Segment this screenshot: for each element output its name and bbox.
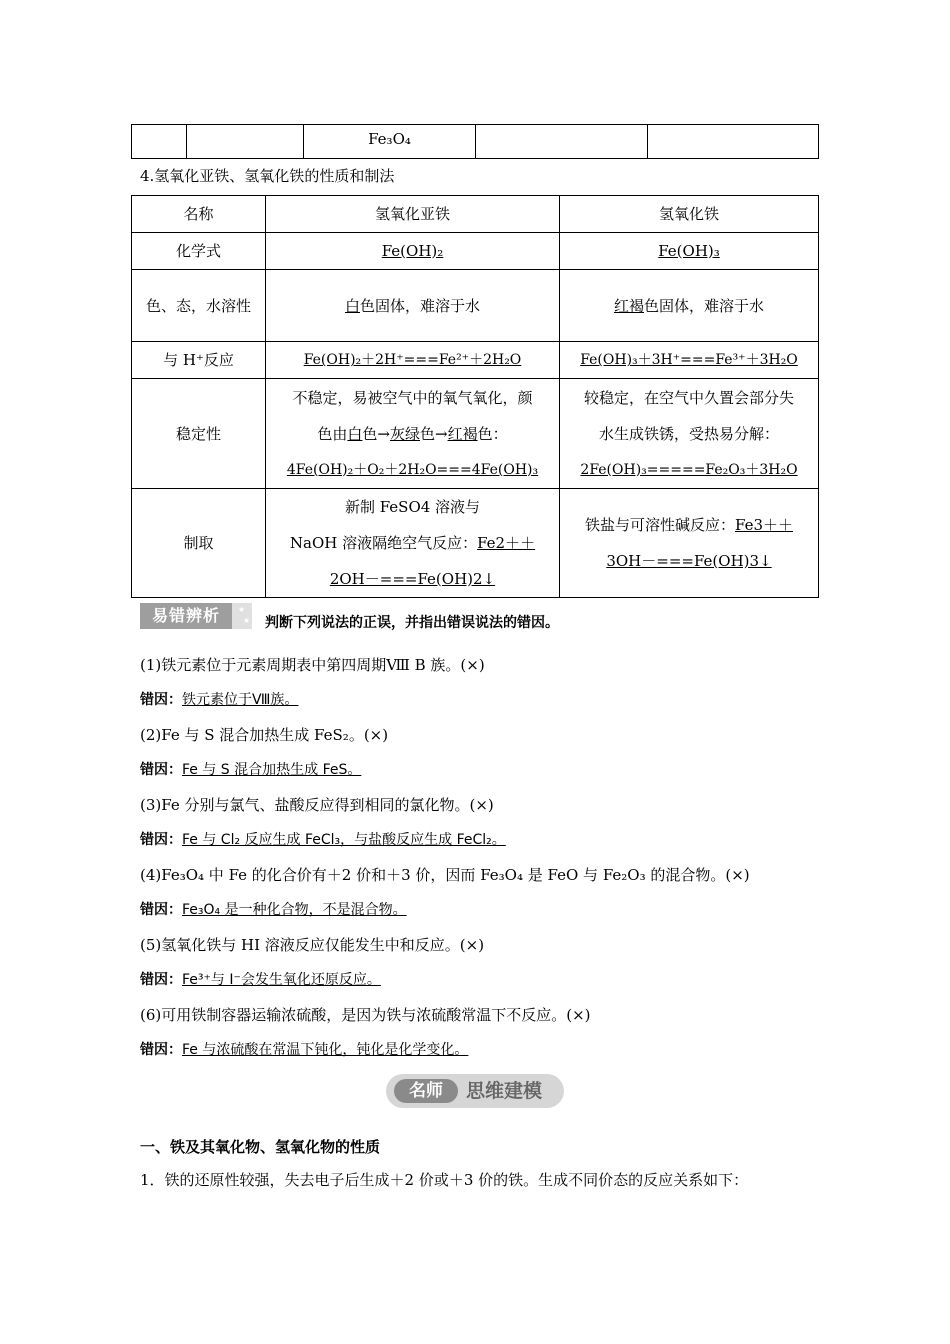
yicuo-badge: 易错辨析 <box>140 603 232 629</box>
row-acid-a: Fe(OH)₂＋2H⁺===Fe²⁺＋2H₂O <box>266 342 560 379</box>
question-4: (4)Fe₃O₄ 中 Fe 的化合价有＋2 价和＋3 价，因而 Fe₃O₄ 是 FeO 与 Fe₂O₃ 的混合物。(×) <box>140 866 750 884</box>
mingshi-badge-b: 思维建模 <box>466 1080 543 1102</box>
top-cell-1 <box>132 125 187 159</box>
row-prep-b: 铁盐与可溶性碱反应：Fe3＋＋ 3OH－===Fe(OH)3↓ <box>560 489 819 598</box>
question-1: (1)铁元素位于元素周期表中第四周期Ⅷ B 族。(×) <box>140 656 485 674</box>
paragraph-1: 1．铁的还原性较强，失去电子后生成＋2 价或＋3 价的铁。生成不同价态的反应关系如下： <box>140 1171 749 1189</box>
mingshi-badge-a: 名师 <box>394 1079 458 1103</box>
yicuo-instruction: 判断下列说法的正误，并指出错误说法的错因。 <box>265 615 559 631</box>
row-formula-b: Fe(OH)₃ <box>560 233 819 270</box>
question-3: (3)Fe 分别与氯气、盐酸反应得到相同的氯化物。(×) <box>140 796 494 814</box>
answer-3: 错因：Fe 与 Cl₂ 反应生成 FeCl₃，与盐酸反应生成 FeCl₂。 <box>140 832 506 848</box>
row-acid-b: Fe(OH)₃＋3H⁺===Fe³⁺＋3H₂O <box>560 342 819 379</box>
top-cell-5 <box>648 125 819 159</box>
mingshi-badge <box>386 1074 564 1108</box>
hydroxide-table <box>131 195 819 598</box>
answer-6: 错因：Fe 与浓硫酸在常温下钝化，钝化是化学变化。 <box>140 1042 469 1058</box>
section4-title: 4.氢氧化亚铁、氢氧化铁的性质和制法 <box>140 167 395 185</box>
row-stability-a: 不稳定，易被空气中的氧气氧化，颜 色由白色→灰绿色→红褐色： 4Fe(OH)₂＋O₂＋2H₂O===4Fe(OH)₃ <box>266 379 560 489</box>
header-feoh3: 氢氧化铁 <box>560 196 819 233</box>
row-prep-label: 制取 <box>132 489 266 598</box>
question-5: (5)氢氧化铁与 HI 溶液反应仅能发生中和反应。(×) <box>140 936 485 954</box>
answer-1: 错因：铁元素位于Ⅷ族。 <box>140 692 299 708</box>
row-formula-a: Fe(OH)₂ <box>266 233 560 270</box>
answer-4: 错因：Fe₃O₄ 是一种化合物，不是混合物。 <box>140 902 407 918</box>
question-2: (2)Fe 与 S 混合加热生成 FeS₂。(×) <box>140 726 389 744</box>
header-name: 名称 <box>132 196 266 233</box>
star-icon: ★ <box>238 605 246 614</box>
top-cell-4 <box>476 125 648 159</box>
row-acid-label: 与 H⁺反应 <box>132 342 266 379</box>
top-cell-2 <box>187 125 304 159</box>
top-table-fragment <box>131 124 819 159</box>
answer-5: 错因：Fe³⁺与 I⁻会发生氧化还原反应。 <box>140 972 381 988</box>
answer-2: 错因：Fe 与 S 混合加热生成 FeS。 <box>140 762 362 778</box>
header-feoh2: 氢氧化亚铁 <box>266 196 560 233</box>
row-color-label: 色、态，水溶性 <box>132 270 266 342</box>
row-color-a: 白色固体，难溶于水 <box>266 270 560 342</box>
row-formula-label: 化学式 <box>132 233 266 270</box>
question-6: (6)可用铁制容器运输浓硫酸，是因为铁与浓硫酸常温下不反应。(×) <box>140 1006 591 1024</box>
row-stability-label: 稳定性 <box>132 379 266 489</box>
yicuo-badge-tail <box>232 603 252 629</box>
row-prep-a: 新制 FeSO4 溶液与 NaOH 溶液隔绝空气反应：Fe2＋＋ 2OH－===Fe(OH)2↓ <box>266 489 560 598</box>
row-color-b: 红褐色固体，难溶于水 <box>560 270 819 342</box>
heading-1: 一、铁及其氧化物、氢氧化物的性质 <box>140 1138 381 1156</box>
row-stability-b: 较稳定，在空气中久置会部分失 水生成铁锈，受热易分解： 2Fe(OH)₃=====Fe₂O₃＋3H₂O <box>560 379 819 489</box>
star-icon: ★ <box>243 616 251 625</box>
top-cell-formula: Fe₃O₄ <box>304 125 476 159</box>
